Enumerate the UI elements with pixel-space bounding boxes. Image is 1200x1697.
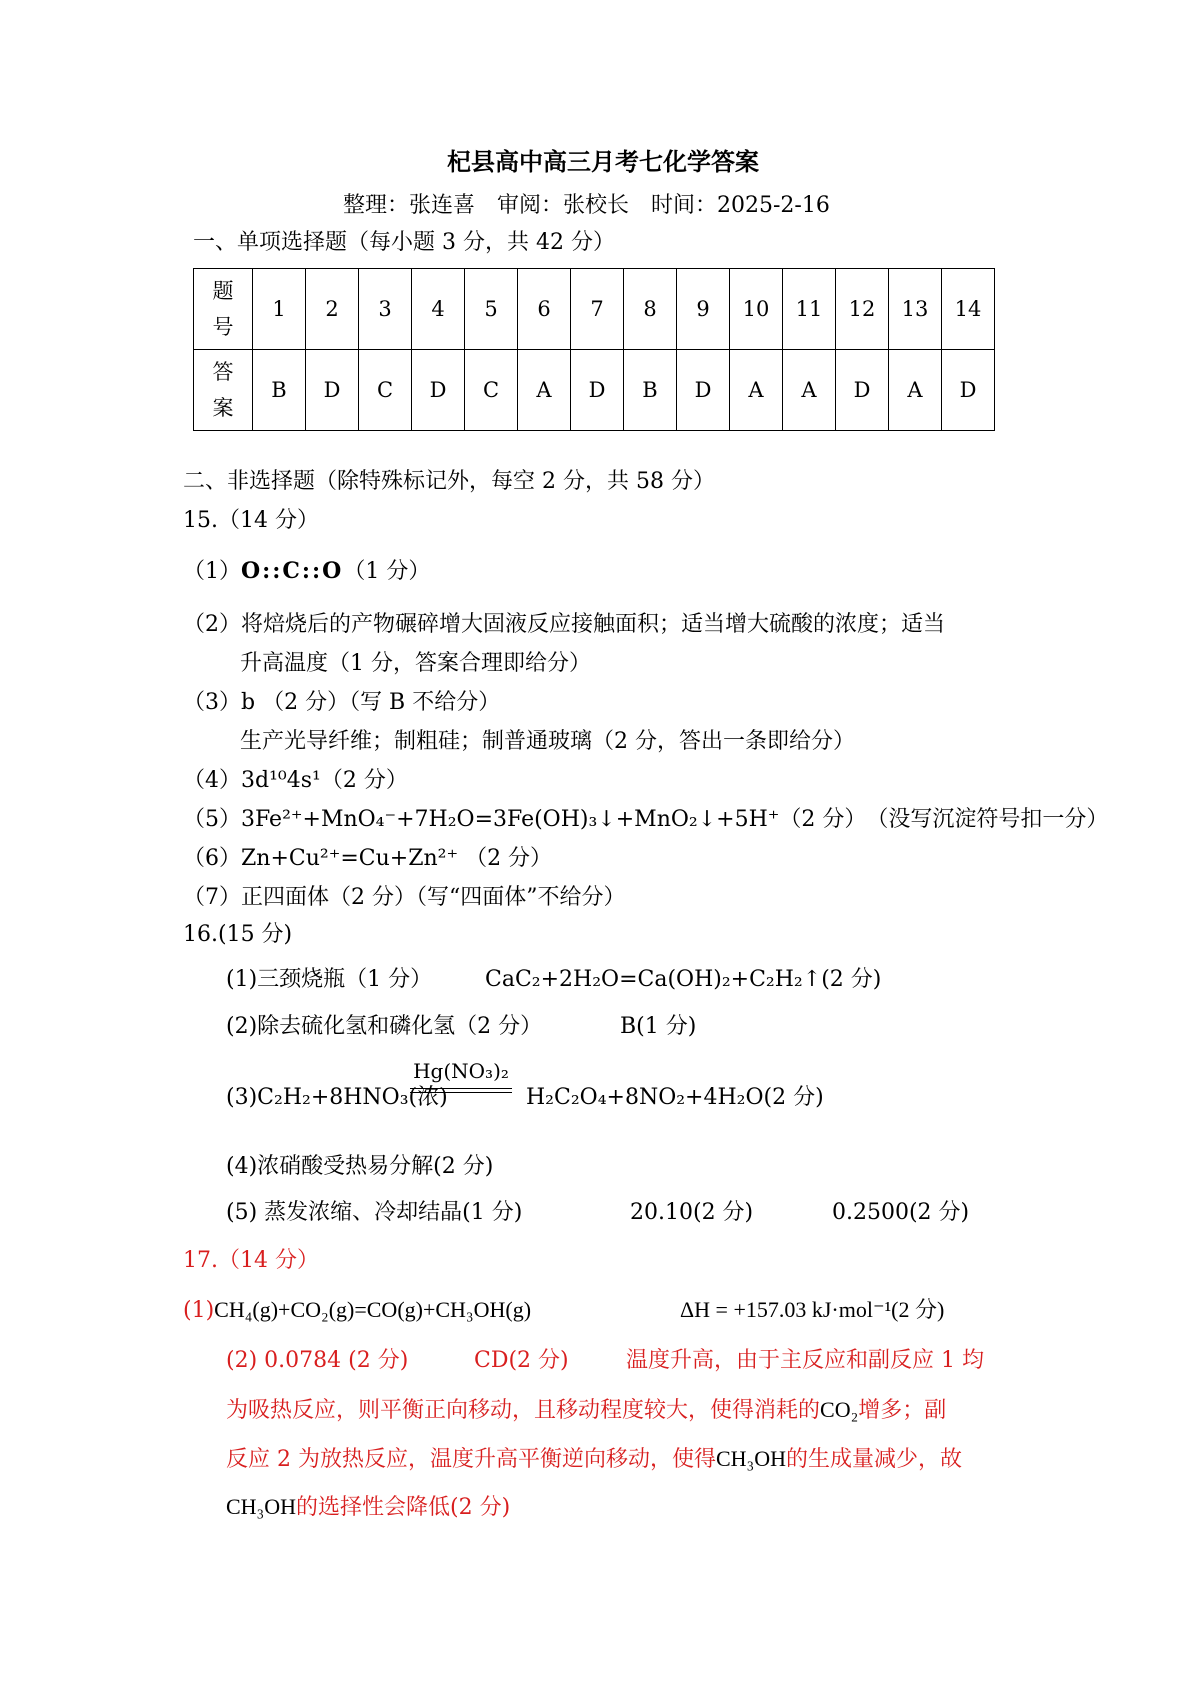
q16-part1a: (1)三颈烧瓶（1 分） xyxy=(226,967,433,992)
q15-part4: （4）3d¹⁰4s¹（2 分） xyxy=(183,768,408,793)
q15-part2-line1: （2）将焙烧后的产物碾碎增大固液反应接触面积；适当增大硫酸的浓度；适当 xyxy=(183,612,945,637)
table-cell: B xyxy=(624,350,677,431)
q17-part2a: (2) 0.0784 (2 分) xyxy=(226,1348,409,1373)
q17-part1: (1)CH₄(g)+CO₂(g)=CO(g)+CH₃OH(g) xyxy=(183,1297,532,1323)
table-cell: 2 xyxy=(306,269,359,350)
q17-part2-line3: 反应 2 为放热反应，温度升高平衡逆向移动，使得CH₃OH的生成量减少，故 xyxy=(226,1446,963,1472)
table-cell: 12 xyxy=(836,269,889,350)
table-cell: D xyxy=(412,350,465,431)
table-cell: 6 xyxy=(518,269,571,350)
answer-table xyxy=(193,268,995,431)
lewis-formula: O::C::O xyxy=(241,558,344,584)
q15-heading: 15.（14 分） xyxy=(183,508,319,533)
q15-part7: （7）正四面体（2 分）（写“四面体”不给分） xyxy=(183,885,626,910)
q15-part3-line2: 生产光导纤维；制粗硅；制普通玻璃（2 分，答出一条即给分） xyxy=(240,729,855,754)
table-cell: C xyxy=(359,350,412,431)
table-cell: 1 xyxy=(253,269,306,350)
q17-part2b: CD(2 分) xyxy=(474,1348,569,1373)
q15-part3-line1: （3）b （2 分）（写 B 不给分） xyxy=(183,690,501,715)
table-cell: 4 xyxy=(412,269,465,350)
q15-part2-line2: 升高温度（1 分，答案合理即给分） xyxy=(240,651,591,676)
table-head-number: 题 号 xyxy=(194,269,253,350)
section-1-heading: 一、单项选择题（每小题 3 分，共 42 分） xyxy=(193,230,615,255)
q16-part3-right: H₂C₂O₄+8NO₂+4H₂O(2 分) xyxy=(526,1085,824,1110)
table-cell: 11 xyxy=(783,269,836,350)
table-cell: A xyxy=(783,350,836,431)
table-cell: 3 xyxy=(359,269,412,350)
table-cell: 5 xyxy=(465,269,518,350)
table-cell: B xyxy=(253,350,306,431)
reaction-condition xyxy=(410,1060,512,1093)
q17-part2c: 温度升高，由于主反应和副反应 1 均 xyxy=(626,1348,984,1373)
q16-part3-left: (3)C₂H₂+8HNO₃(浓) xyxy=(226,1085,448,1110)
table-cell: 7 xyxy=(571,269,624,350)
meta-line: 整理：张连喜 审阅：张校长 时间：2025-2-16 xyxy=(343,193,830,218)
q15-part5: （5）3Fe²⁺+MnO₄⁻+7H₂O=3Fe(OH)₃↓+MnO₂↓+5H⁺（2 分） （没写沉淀符号扣一分） xyxy=(183,807,1109,832)
table-cell: 14 xyxy=(942,269,995,350)
table-cell: D xyxy=(942,350,995,431)
q17-part2-line4: CH₃OH的选择性会降低(2 分) xyxy=(226,1494,511,1520)
table-cell: A xyxy=(518,350,571,431)
q16-part2a: (2)除去硫化氢和磷化氢（2 分） xyxy=(226,1014,543,1039)
table-cell: 13 xyxy=(889,269,942,350)
table-cell: 10 xyxy=(730,269,783,350)
table-cell: A xyxy=(730,350,783,431)
table-cell: A xyxy=(889,350,942,431)
table-head-answer: 答 案 xyxy=(194,350,253,431)
table-cell: 8 xyxy=(624,269,677,350)
q16-part4: (4)浓硝酸受热易分解(2 分) xyxy=(226,1154,494,1179)
page-title: 杞县高中高三月考七化学答案 xyxy=(447,147,759,176)
table-cell: 9 xyxy=(677,269,730,350)
reaction-catalyst: Hg(NO₃)₂ xyxy=(413,1059,509,1083)
table-cell: D xyxy=(677,350,730,431)
q16-part1b: CaC₂+2H₂O=Ca(OH)₂+C₂H₂↑(2 分) xyxy=(485,967,882,992)
table-cell: D xyxy=(571,350,624,431)
q17-enthalpy: ΔH = +157.03 kJ·mol⁻¹(2 分) xyxy=(680,1297,945,1322)
q17-heading: 17.（14 分） xyxy=(183,1248,319,1273)
q15-part6: （6）Zn+Cu²⁺=Cu+Zn²⁺ （2 分） xyxy=(183,846,553,871)
q17-part2-line2: 为吸热反应，则平衡正向移动，且移动程度较大，使得消耗的CO₂增多；副 xyxy=(226,1397,947,1423)
table-row-answers xyxy=(194,350,995,431)
table-cell: C xyxy=(465,350,518,431)
table-row-numbers xyxy=(194,269,995,350)
equal-sign-arrow xyxy=(410,1088,512,1093)
section-2-heading: 二、非选择题（除特殊标记外，每空 2 分，共 58 分） xyxy=(183,469,715,494)
table-cell: D xyxy=(836,350,889,431)
q15-part1: （1）O::C::O（1 分） xyxy=(183,558,431,584)
table-cell: D xyxy=(306,350,359,431)
q16-part2b: B(1 分) xyxy=(620,1014,697,1039)
q16-part5b: 20.10(2 分) xyxy=(630,1200,754,1225)
q16-part5a: (5) 蒸发浓缩、冷却结晶(1 分) xyxy=(226,1200,523,1225)
q16-part5c: 0.2500(2 分) xyxy=(832,1200,970,1225)
q16-heading: 16.(15 分) xyxy=(183,922,293,947)
